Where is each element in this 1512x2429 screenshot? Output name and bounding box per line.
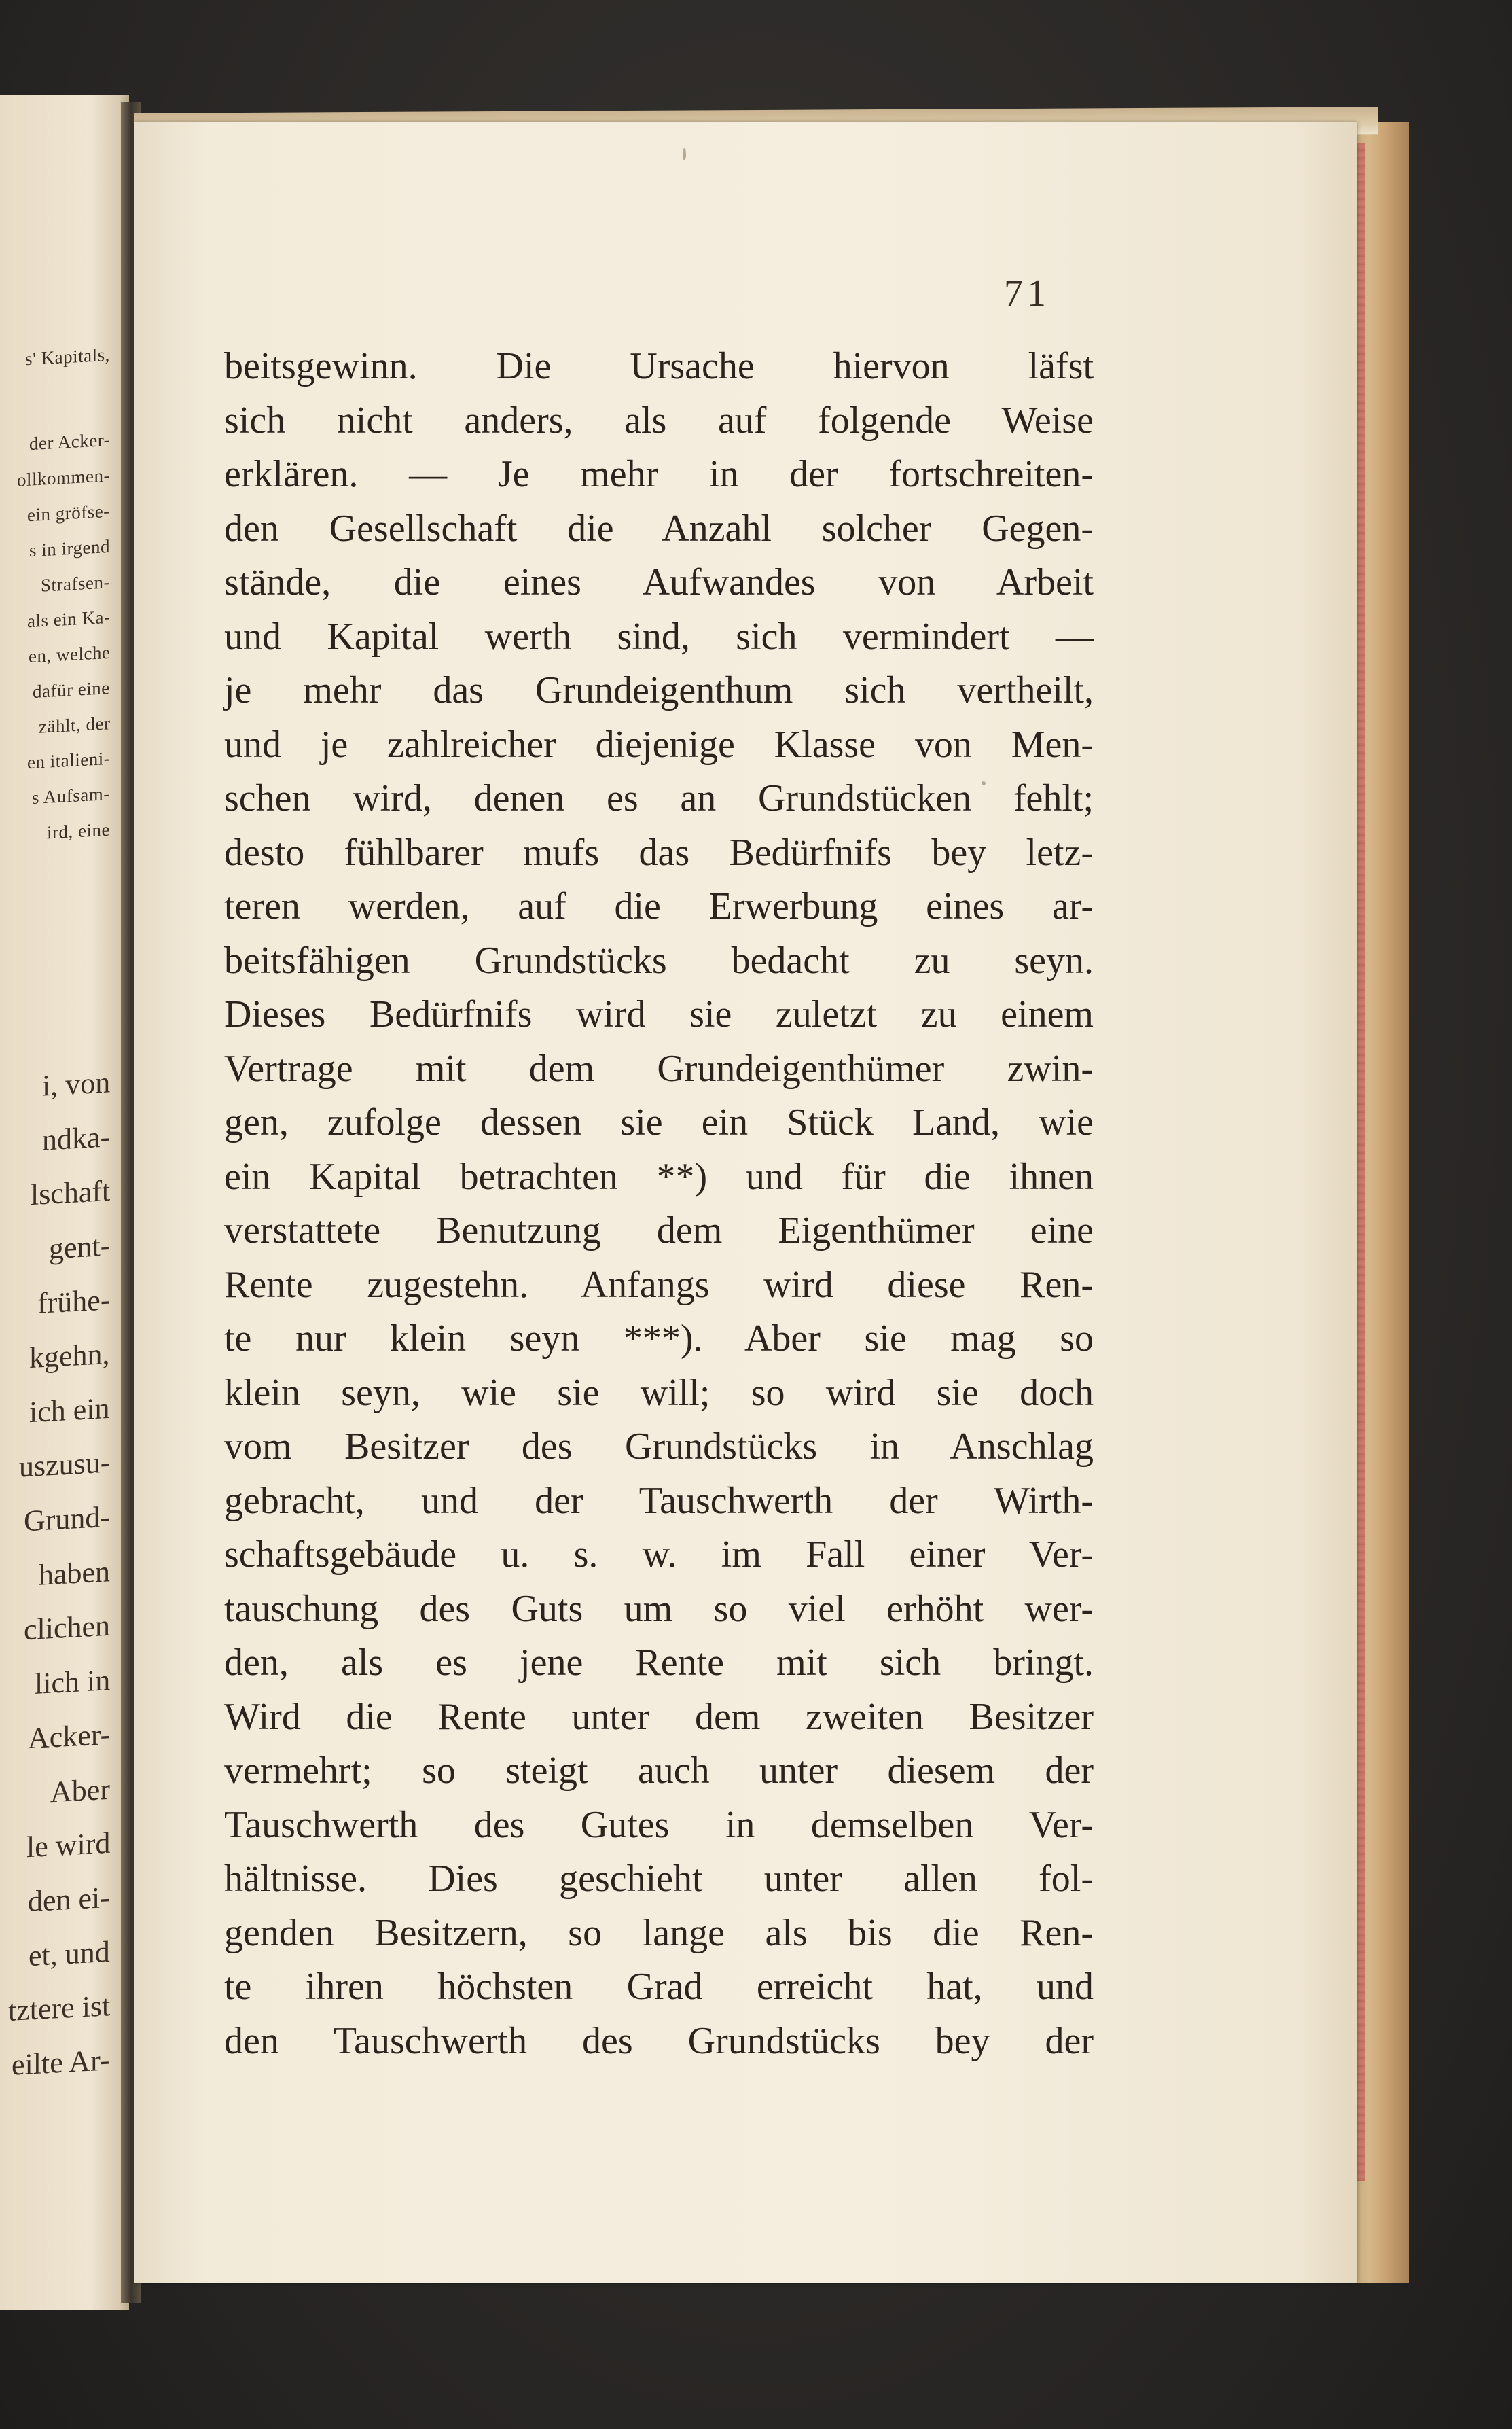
text-line: Vertrage mit dem Grundeigenthümer zwin-	[224, 1047, 1094, 1090]
text-line: sich nicht anders, als auf folgende Weise	[224, 399, 1094, 442]
text-line: verstattete Benutzung dem Eigenthümer eine	[224, 1209, 1094, 1252]
left-text-fragment: kgehn,	[29, 1336, 110, 1375]
left-text-fragment: et, und	[29, 1934, 110, 1973]
left-text-fragment: lschaft	[30, 1173, 110, 1212]
text-line: stände, die eines Aufwandes von Arbeit	[224, 561, 1094, 603]
text-line: vermehrt; so steigt auch unter diesem der	[224, 1750, 1094, 1792]
text-line: te ihren höchsten Grad erreicht hat, und	[224, 1966, 1094, 2008]
text-line: gen, zufolge dessen sie ein Stück Land, wie	[224, 1101, 1094, 1143]
left-text-fragment: s Aufsam-	[32, 783, 110, 809]
left-text-fragment: der Acker-	[29, 429, 110, 455]
left-text-fragment: ich ein	[29, 1391, 110, 1430]
left-text-fragment: Strafsen-	[41, 571, 110, 596]
left-text-fragment: ein gröfse-	[27, 500, 110, 526]
left-text-fragment: eilte Ar-	[12, 2043, 110, 2082]
text-line: te nur klein seyn ***). Aber sie mag so	[224, 1317, 1094, 1360]
left-text-fragment: le wird	[26, 1826, 110, 1864]
text-line: desto fühlbarer mufs das Bedürfnifs bey letz-	[224, 831, 1094, 874]
left-text-fragment: en italieni-	[26, 747, 110, 773]
text-line: ein Kapital betrachten **) und für die ihnen	[224, 1155, 1094, 1198]
text-line: vom Besitzer des Grundstücks in Anschlag	[224, 1425, 1094, 1468]
left-text-fragment: s' Kapitals,	[25, 344, 110, 370]
text-line: tauschung des Guts um so viel erhöht wer-	[224, 1587, 1094, 1630]
left-text-fragment: zählt, der	[38, 713, 110, 737]
text-line: Wird die Rente unter dem zweiten Besitzer	[224, 1695, 1094, 1738]
text-line: Tauschwerth des Gutes in demselben Ver-	[224, 1803, 1094, 1846]
left-text-fragment: Acker-	[27, 1717, 110, 1756]
left-text-fragment: den ei-	[28, 1880, 110, 1919]
left-text-fragment: i, von	[41, 1065, 110, 1103]
text-line: genden Besitzern, so lange als bis die Ren-	[224, 1911, 1094, 1954]
text-line: und je zahlreicher diejenige Klasse von Men-	[224, 723, 1094, 766]
left-text-fragment: ndka-	[41, 1120, 110, 1157]
text-line: je mehr das Grundeigenthum sich vertheilt,	[224, 669, 1094, 711]
text-line: klein seyn, wie sie will; so wird sie doch	[224, 1371, 1094, 1414]
left-text-fragment: als ein Ka-	[26, 606, 110, 632]
text-line: schen wird, denen es an Grundstücken fehlt;	[224, 777, 1094, 819]
left-text-fragment: en, welche	[28, 641, 110, 667]
left-text-fragment: lich in	[34, 1663, 110, 1701]
left-text-fragment: frühe-	[37, 1283, 110, 1320]
page-body-text	[224, 340, 1094, 2068]
left-text-fragment: gent-	[48, 1228, 110, 1266]
left-text-fragment: Grund-	[23, 1500, 110, 1538]
text-line: hältnisse. Dies geschieht unter allen fol-	[224, 1858, 1094, 1900]
text-line: teren werden, auf die Erwerbung eines ar-	[224, 885, 1094, 927]
page-number: 71	[1004, 272, 1050, 315]
left-page-fragment	[0, 95, 129, 2310]
left-text-fragment: clichen	[23, 1608, 110, 1647]
paper-speck	[683, 148, 686, 160]
left-text-fragment: ird, eine	[47, 819, 110, 843]
text-line: beitsgewinn. Die Ursache hiervon läfst	[224, 345, 1094, 387]
text-line: Dieses Bedürfnifs wird sie zuletzt zu einem	[224, 993, 1094, 1035]
left-text-fragment: ollkommen-	[17, 465, 110, 491]
left-text-fragment: uszusu-	[18, 1445, 110, 1484]
left-text-fragment: haben	[38, 1555, 110, 1592]
left-text-fragment: Aber	[50, 1772, 110, 1809]
left-text-fragment: tztere ist	[7, 1989, 110, 2027]
text-line: den Gesellschaft die Anzahl solcher Gegen-	[224, 507, 1094, 550]
text-line: Rente zugestehn. Anfangs wird diese Ren-	[224, 1263, 1094, 1306]
left-text-fragment: dafür eine	[33, 677, 110, 702]
text-line: gebracht, und der Tauschwerth der Wirth-	[224, 1479, 1094, 1522]
left-text-fragment: s in irgend	[29, 535, 110, 561]
text-line: erklären. — Je mehr in der fortschreiten-	[224, 453, 1094, 495]
text-line: den Tauschwerth des Grundstücks bey der	[224, 2019, 1094, 2062]
text-line: und Kapital werth sind, sich vermindert —	[224, 615, 1094, 658]
text-line: schaftsgebäude u. s. w. im Fall einer Ver-	[224, 1533, 1094, 1576]
text-line: beitsfähigen Grundstücks bedacht zu seyn.	[224, 939, 1094, 982]
text-line: den, als es jene Rente mit sich bringt.	[224, 1642, 1094, 1684]
